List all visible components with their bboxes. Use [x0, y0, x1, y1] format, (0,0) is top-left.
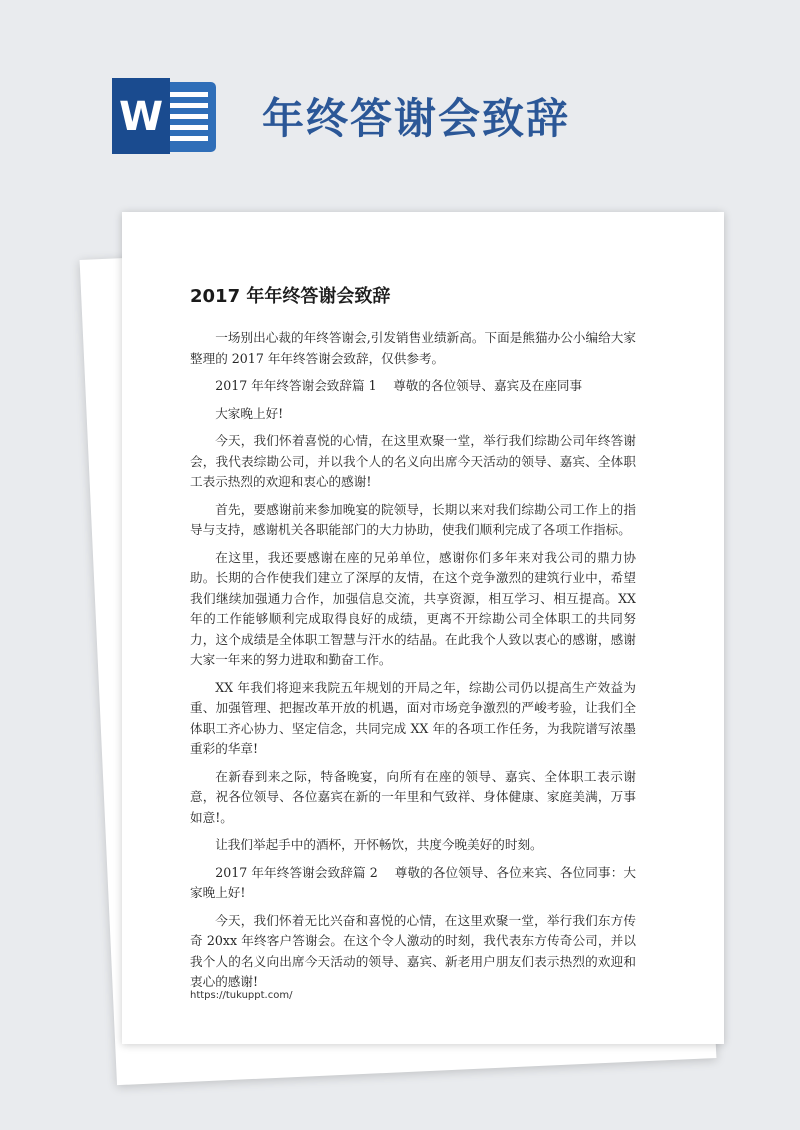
document-paragraph: 2017 年年终答谢会致辞篇 1 尊敬的各位领导、嘉宾及在座同事: [215, 378, 583, 393]
page-title: 年终答谢会致辞: [262, 94, 571, 143]
document-paragraph: 在新春到来之际，特备晚宴，向所有在座的领导、嘉宾、全体职工表示谢意，祝各位领导、各位嘉宾在新的一年里和气致祥、身体健康、家庭美满，万事如意!。: [190, 768, 636, 825]
document-paragraph: 今天，我们怀着喜悦的心情，在这里欢聚一堂，举行我们综勘公司年终答谢会，我代表综勘公司，并以我个人的名义向出席今天活动的领导、嘉宾、全体职工表示热烈的欢迎和衷心的感谢!: [190, 433, 636, 489]
source-url: https://tukuppt.com/: [190, 990, 293, 1001]
document-paragraph: 今天，我们怀着无比兴奋和喜悦的心情，在这里欢聚一堂，举行我们东方传奇 20xx 年终客户答谢会。在这个令人激动的时刻，我代表东方传奇公司，并以我个人的名义向出席今天活动的领导、嘉宾、新老用户朋友们表示热烈的欢迎和衷心的感谢!: [190, 912, 636, 989]
document-paragraph: 一场别出心裁的年终答谢会,引发销售业绩新高。下面是熊猫办公小编给大家整理的 2017 年年终答谢会致辞，仅供参考。: [190, 330, 636, 366]
document-body: [190, 328, 636, 1000]
word-document-icon: [108, 72, 220, 160]
document-paragraph: XX 年我们将迎来我院五年规划的开局之年，综勘公司仍以提高生产效益为重、加强管理、把握改革开放的机遇，面对市场竞争激烈的严峻考验，让我们全体职工齐心协力、坚定信念，共同完成 XX 年的各项工作任务，为我院谱写浓墨重彩的华章!: [190, 679, 636, 756]
document-paragraph: 在这里，我还要感谢在座的兄弟单位，感谢你们多年来对我公司的鼎力协助。长期的合作使我们建立了深厚的友情，在这个竞争激烈的建筑行业中，希望我们继续加强通力合作，加强信息交流，共享资源，相互学习、相互提高。XX 年的工作能够顺利完成取得良好的成绩，更离不开综勘公司全体职工的共同努力，这个成绩是全体职工智慧与汗水的结晶。在此我个人致以衷心的感谢，感谢大家一年来的努力进取和勤奋工作。: [190, 549, 636, 667]
document-paragraph: 大家晚上好!: [215, 405, 284, 421]
logo-letter: W: [118, 94, 164, 140]
document-paragraph: 让我们举起手中的酒杯，开怀畅饮，共度今晚美好的时刻。: [215, 837, 543, 852]
document-paragraph: 2017 年年终答谢会致辞篇 2 尊敬的各位领导、各位来宾、各位同事：大家晚上好!: [190, 864, 636, 900]
document-paragraph: 首先，要感谢前来参加晚宴的院领导，长期以来对我们综勘公司工作上的指导与支持，感谢机关各职能部门的大力协助，使我们顺利完成了各项工作指标。: [190, 501, 636, 537]
document-title: 2017 年年终答谢会致辞: [190, 286, 391, 307]
